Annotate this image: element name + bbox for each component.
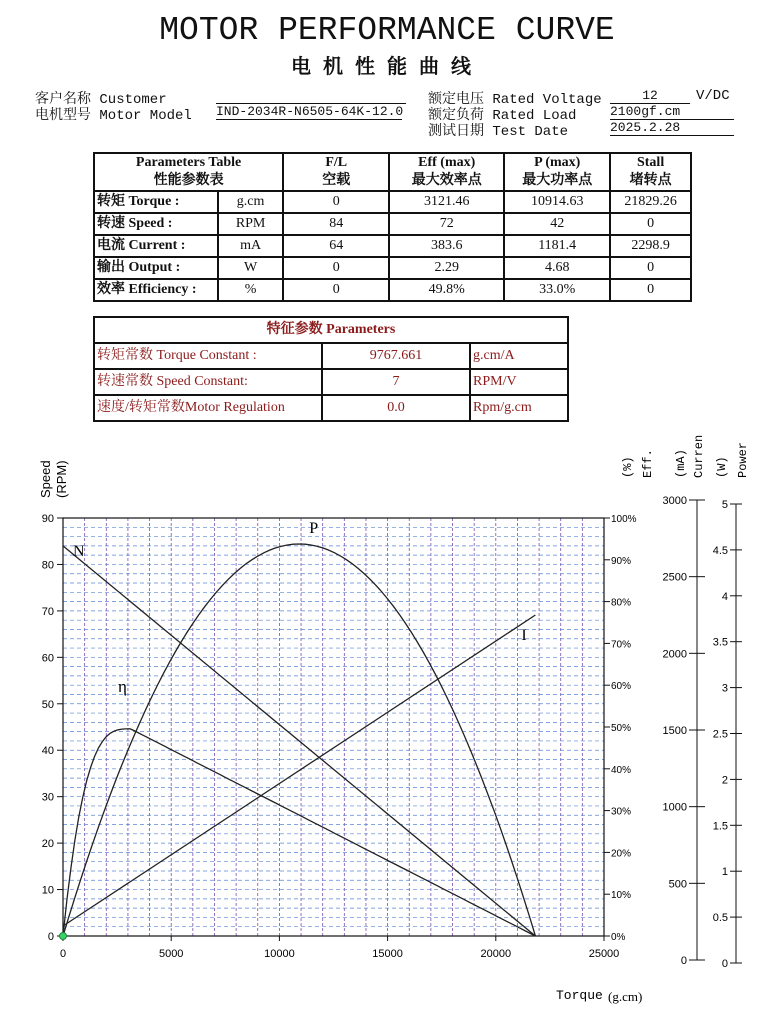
constant-unit: g.cm/A [470,343,568,369]
row-eff: 2.29 [389,257,504,279]
power-tick-label: 2 [721,774,728,787]
x-tick-label: 5000 [158,948,184,960]
power-axis-label: Power [736,441,750,478]
row-eff: 49.8% [389,279,504,301]
efficiency-curve [63,729,535,936]
row-unit: mA [218,235,283,257]
speed-tick-label: 20 [41,838,54,851]
row-unit: % [218,279,283,301]
eff-tick-label: 80% [611,597,632,609]
row-stall: 0 [610,279,691,301]
current-tick-label: 500 [668,878,687,891]
current-tick-label: 0 [680,955,687,967]
x-tick-label: 10000 [264,948,295,960]
x-tick-label: 0 [59,948,67,960]
load-label: 额定负荷 Rated Load [428,108,577,124]
speed-curve-label: N [73,542,85,560]
speed-tick-label: 80 [41,559,54,572]
efficiency-curve-label: η [118,677,127,696]
power-tick-label: 4 [721,590,728,603]
eff-tick-label: 40% [611,764,632,776]
origin-marker [60,933,67,940]
model-value: IND-2034R-N6505-64K-12.0 [216,104,404,119]
power-curve-label: P [309,520,319,537]
x-axis-unit: (g.cm) [608,989,643,1004]
power-tick-label: 1 [721,866,728,879]
row-pmax: 4.68 [504,257,610,279]
row-fl: 84 [283,213,389,235]
row-stall: 21829.26 [610,191,691,213]
row-stall: 0 [610,257,691,279]
constant-label: 转矩常数 Torque Constant : [94,343,322,369]
eff-tick-label: 20% [611,848,632,860]
constant-value: 0.0 [322,395,470,421]
params-header-pmax: P (max) 最大功率点 [504,153,610,191]
power-tick-label: 0 [721,958,728,970]
constant-value: 9767.661 [322,343,470,369]
current-axis-unit: (mA) [674,449,688,478]
row-pmax: 42 [504,213,610,235]
eff-axis-label: Eff. [641,449,655,478]
eff-tick-label: 70% [611,639,632,651]
x-tick-label: 20000 [480,948,512,960]
power-tick-label: 2.5 [712,728,728,741]
row-unit: g.cm [218,191,283,213]
row-eff: 383.6 [389,235,504,257]
current-axis-label: Curren [692,434,706,478]
load-value: 2100gf.cm [610,104,734,120]
eff-tick-label: 10% [611,890,632,902]
speed-tick-label: 40 [41,745,54,758]
row-unit: W [218,257,283,279]
row-pmax: 33.0% [504,279,610,301]
row-label: 转速 Speed : [94,213,218,235]
constant-label: 速度/转矩常数Motor Regulation [94,395,322,421]
x-tick-label: 25000 [588,948,620,960]
voltage-label: 额定电压 Rated Voltage [428,92,602,108]
power-axis-unit: (W) [715,456,729,478]
row-fl: 64 [283,235,389,257]
speed-tick-label: 50 [41,698,54,711]
power-tick-label: 5 [721,499,728,511]
x-tick-label: 15000 [372,948,403,960]
params-header-stall: Stall 堵转点 [610,153,691,191]
voltage-unit: V/DC [696,88,730,104]
power-tick-label: 4.5 [712,544,728,557]
power-tick-label: 3.5 [712,636,728,649]
row-pmax: 1181.4 [504,235,610,257]
row-pmax: 10914.63 [504,191,610,213]
speed-axis-label: Speed [38,460,53,498]
current-curve [63,615,535,926]
row-stall: 2298.9 [610,235,691,257]
row-fl: 0 [283,257,389,279]
current-tick-label: 2500 [662,571,687,584]
row-label: 输出 Output : [94,257,218,279]
row-fl: 0 [283,279,389,301]
eff-tick-label: 0% [611,932,626,943]
eff-tick-label: 100% [611,514,637,525]
row-label: 效率 Efficiency : [94,279,218,301]
current-tick-label: 2000 [662,648,687,661]
voltage-value: 12 [610,88,690,104]
params-header-eff: Eff (max) 最大效率点 [389,153,504,191]
speed-axis-unit: (RPM) [54,460,69,498]
speed-tick-label: 70 [41,605,54,618]
current-curve-label: I [521,627,527,644]
page-title: MOTOR PERFORMANCE CURVE [159,12,615,49]
speed-tick-label: 10 [41,884,54,897]
params-header-label: Parameters Table 性能参数表 [94,153,283,191]
row-label: 转矩 Torque : [94,191,218,213]
speed-tick-label: 0 [47,931,54,943]
constant-value: 7 [322,369,470,395]
page-subtitle: 电机性能曲线 [291,54,483,78]
current-tick-label: 1000 [662,801,687,814]
eff-tick-label: 30% [611,806,632,818]
x-axis-label: Torque [556,988,603,1003]
constant-label: 转速常数 Speed Constant: [94,369,322,395]
constants-title: 特征参数 Parameters [94,317,568,343]
current-tick-label: 3000 [662,495,687,507]
row-stall: 0 [610,213,691,235]
params-header-fl: F/L 空载 [283,153,389,191]
row-unit: RPM [218,213,283,235]
eff-tick-label: 60% [611,681,632,693]
eff-axis-unit: (%) [621,456,635,478]
current-tick-label: 1500 [662,725,687,737]
row-eff: 3121.46 [389,191,504,213]
eff-tick-label: 50% [611,723,632,734]
speed-tick-label: 60 [41,652,54,665]
power-tick-label: 3 [721,682,728,695]
constant-unit: RPM/V [470,369,568,395]
customer-label: 客户名称 Customer [35,92,167,108]
power-tick-label: 1.5 [712,820,728,833]
speed-tick-label: 90 [41,513,54,525]
constant-unit: Rpm/g.cm [470,395,568,421]
speed-tick-label: 30 [41,791,54,804]
model-label: 电机型号 Motor Model [35,108,192,124]
row-eff: 72 [389,213,504,235]
row-fl: 0 [283,191,389,213]
row-label: 电流 Current : [94,235,218,257]
date-value: 2025.2.28 [610,120,734,136]
eff-tick-label: 90% [611,555,632,567]
date-label: 测试日期 Test Date [428,124,569,140]
power-tick-label: 0.5 [712,912,728,925]
